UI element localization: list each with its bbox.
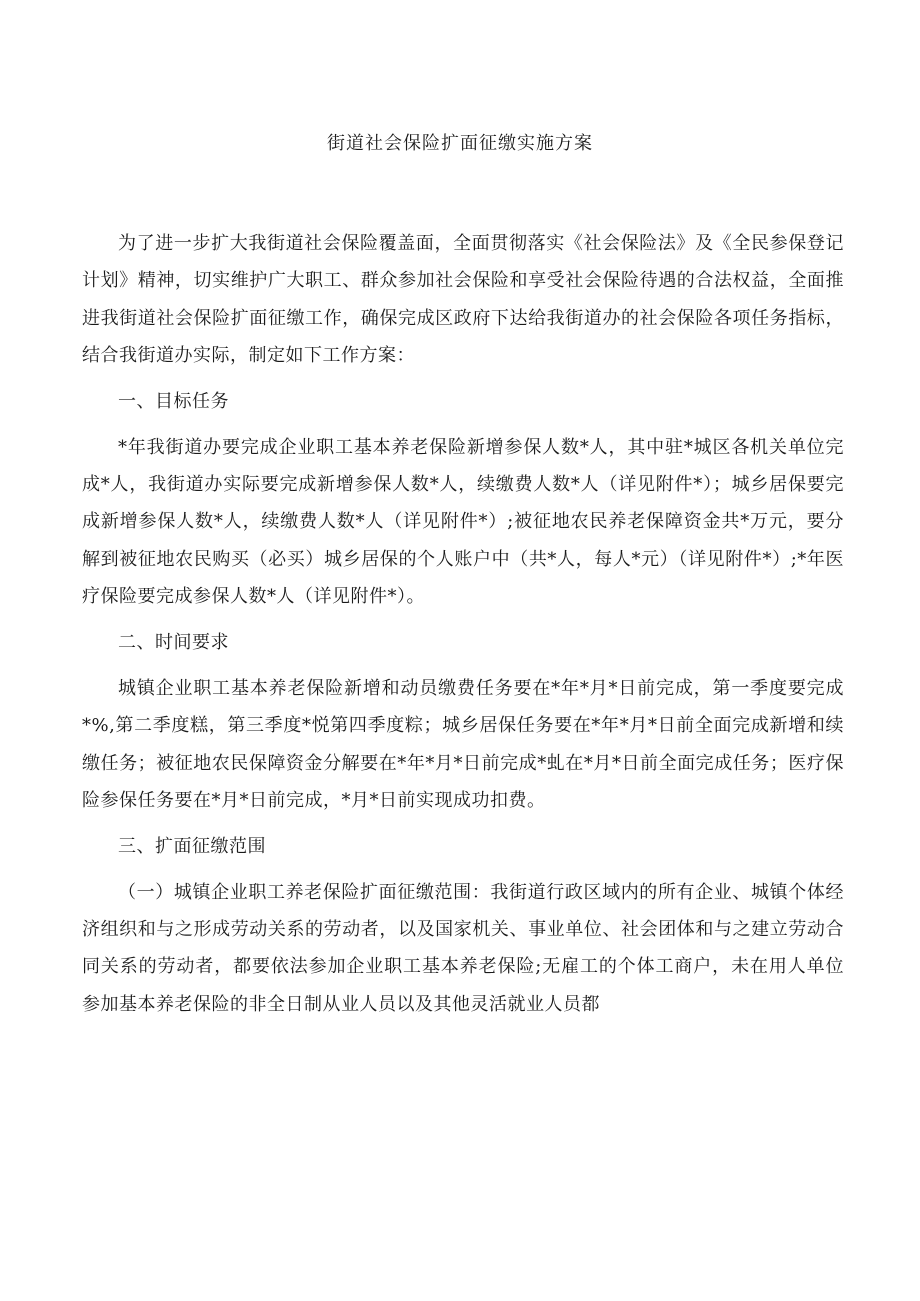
section-heading-scope: 三、扩面征缴范围 xyxy=(118,835,266,857)
section-heading-schedule: 二、时间要求 xyxy=(118,632,229,654)
document-body xyxy=(82,225,844,1023)
document-title: 街道社会保险扩面征缴实施方案 xyxy=(327,133,593,154)
schedule-paragraph: 城镇企业职工基本养老保险新增和动员缴费任务要在*年*月*日前完成，第一季度要完成*%,第二季度糕，第三季度*悦第四季度粽；城乡居保任务要在*年*月*日前全面完成新增和续缴任务；被征地农民保障资金分解要在*年*月*日前完成*虬在*月*日前全面完成任务；医疗保险参保任务要在*月*日前完成，*月*日前实现成功扣费。 xyxy=(82,678,844,811)
goals-paragraph: *年我街道办要完成企业职工基本养老保险新增参保人数*人，其中驻*城区各机关单位完成*人，我街道办实际要完成新增参保人数*人，续缴费人数*人（详见附件*）；城乡居保要完成新增参保人数*人，续缴费人数*人（详见附件*）;被征地农民养老保障资金共*万元，要分解到被征地农民购买（必买）城乡居保的个人账户中（共*人，每人*元）（详见附件*）;*年医疗保险要完成参保人数*人（详见附件*）。 xyxy=(82,436,844,608)
scope-paragraph: （一）城镇企业职工养老保险扩面征缴范围：我街道行政区域内的所有企业、城镇个体经济组织和与之形成劳动关系的劳动者，以及国家机关、事业单位、社会团体和与之建立劳动合同关系的劳动者，都要依法参加企业职工基本养老保险;无雇工的个体工商户，未在用人单位参加基本养老保险的非全日制从业人员以及其他灵活就业人员都 xyxy=(82,881,844,1015)
section-heading-goals: 一、目标任务 xyxy=(118,390,229,412)
intro-paragraph: 为了进一步扩大我街道社会保险覆盖面，全面贯彻落实《社会保险法》及《全民参保登记计划》精神，切实维护广大职工、群众参加社会保险和享受社会保险待遇的合法权益，全面推进我街道社会保险扩面征缴工作，确保完成区政府下达给我街道办的社会保险各项任务指标，结合我街道办实际，制定如下工作方案： xyxy=(82,233,844,366)
